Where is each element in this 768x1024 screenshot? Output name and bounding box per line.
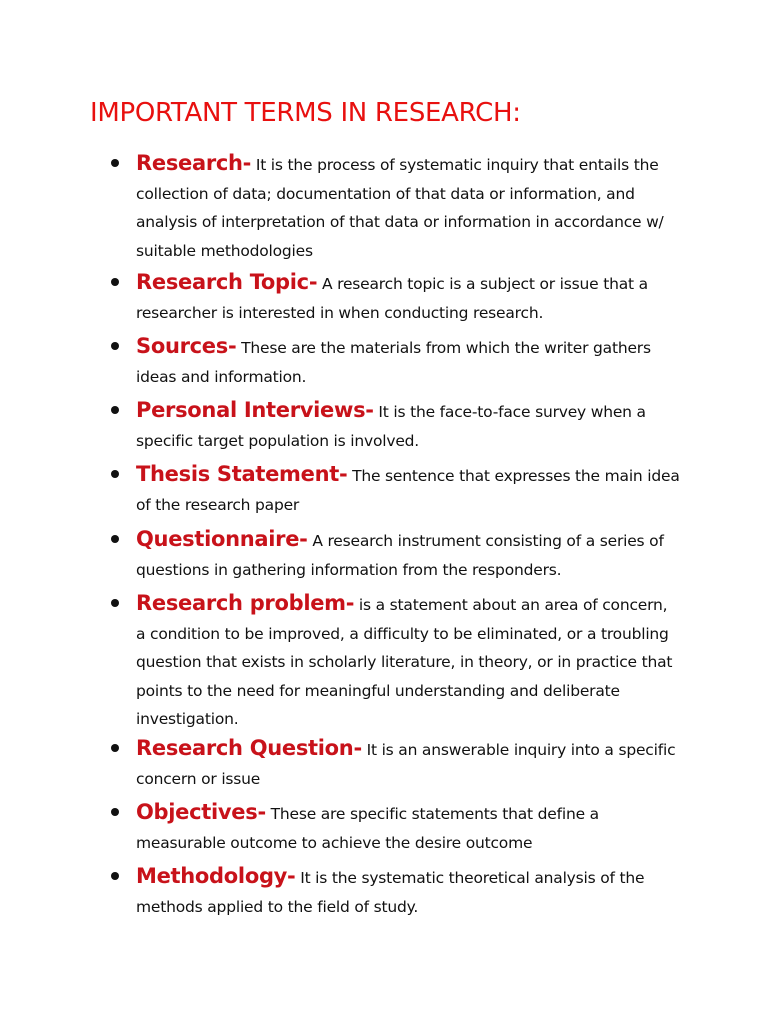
term-definition: It is the systematic theoretical analysis of the methods applied to the field of study. [136, 869, 645, 916]
bullet-icon [111, 159, 119, 167]
term-name: Research problem- [136, 591, 355, 615]
bullet-icon [111, 470, 119, 478]
term-name: Research Question- [136, 736, 362, 760]
bullet-icon [111, 278, 119, 286]
bullet-icon [111, 535, 119, 543]
term-definition: These are specific statements that define a measurable outcome to achieve the desire outcome [136, 805, 599, 852]
term-definition: These are the materials from which the writer gathers ideas and information. [136, 339, 651, 386]
term-name: Methodology- [136, 864, 296, 888]
term-name: Personal Interviews- [136, 398, 374, 422]
term-item-personal-interviews [136, 397, 681, 455]
term-definition: It is the process of systematic inquiry that entails the collection of data; documentation of that data or information, and analysis of interpretation of that data or information in accordance w/ suitable methodologies [136, 156, 664, 260]
bullet-icon [111, 406, 119, 414]
term-item-research-question [136, 735, 681, 793]
term-name: Research- [136, 151, 252, 175]
term-name: Research Topic- [136, 270, 318, 294]
term-definition: is a statement about an area of concern, a condition to be improved, a difficulty to be eliminated, or a troubling question that exists in scholarly literature, in theory, or in practice that points to the need for meaningful understanding and deliberate investigation. [136, 596, 673, 728]
term-name: Questionnaire- [136, 527, 308, 551]
term-definition: A research instrument consisting of a series of questions in gathering information from the responders. [136, 532, 664, 579]
term-item-objectives [136, 799, 681, 857]
term-name: Objectives- [136, 800, 266, 824]
term-definition: A research topic is a subject or issue that a researcher is interested in when conducting research. [136, 275, 648, 322]
term-item-research-topic [136, 269, 681, 327]
bullet-icon [111, 342, 119, 350]
term-item-thesis-statement [136, 461, 681, 519]
bullet-icon [111, 744, 119, 752]
term-definition: The sentence that expresses the main idea of the research paper [136, 467, 680, 514]
term-item-sources [136, 333, 681, 391]
term-item-questionnaire [136, 526, 681, 584]
term-definition: It is the face-to-face survey when a specific target population is involved. [136, 403, 646, 450]
page-title: IMPORTANT TERMS IN RESEARCH: [90, 98, 521, 128]
term-name: Sources- [136, 334, 237, 358]
term-definition: It is an answerable inquiry into a specific concern or issue [136, 741, 676, 788]
bullet-icon [111, 599, 119, 607]
term-item-research-problem [136, 590, 681, 734]
term-item-research [136, 150, 681, 265]
bullet-icon [111, 808, 119, 816]
term-name: Thesis Statement- [136, 462, 348, 486]
term-item-methodology [136, 863, 681, 921]
bullet-icon [111, 872, 119, 880]
